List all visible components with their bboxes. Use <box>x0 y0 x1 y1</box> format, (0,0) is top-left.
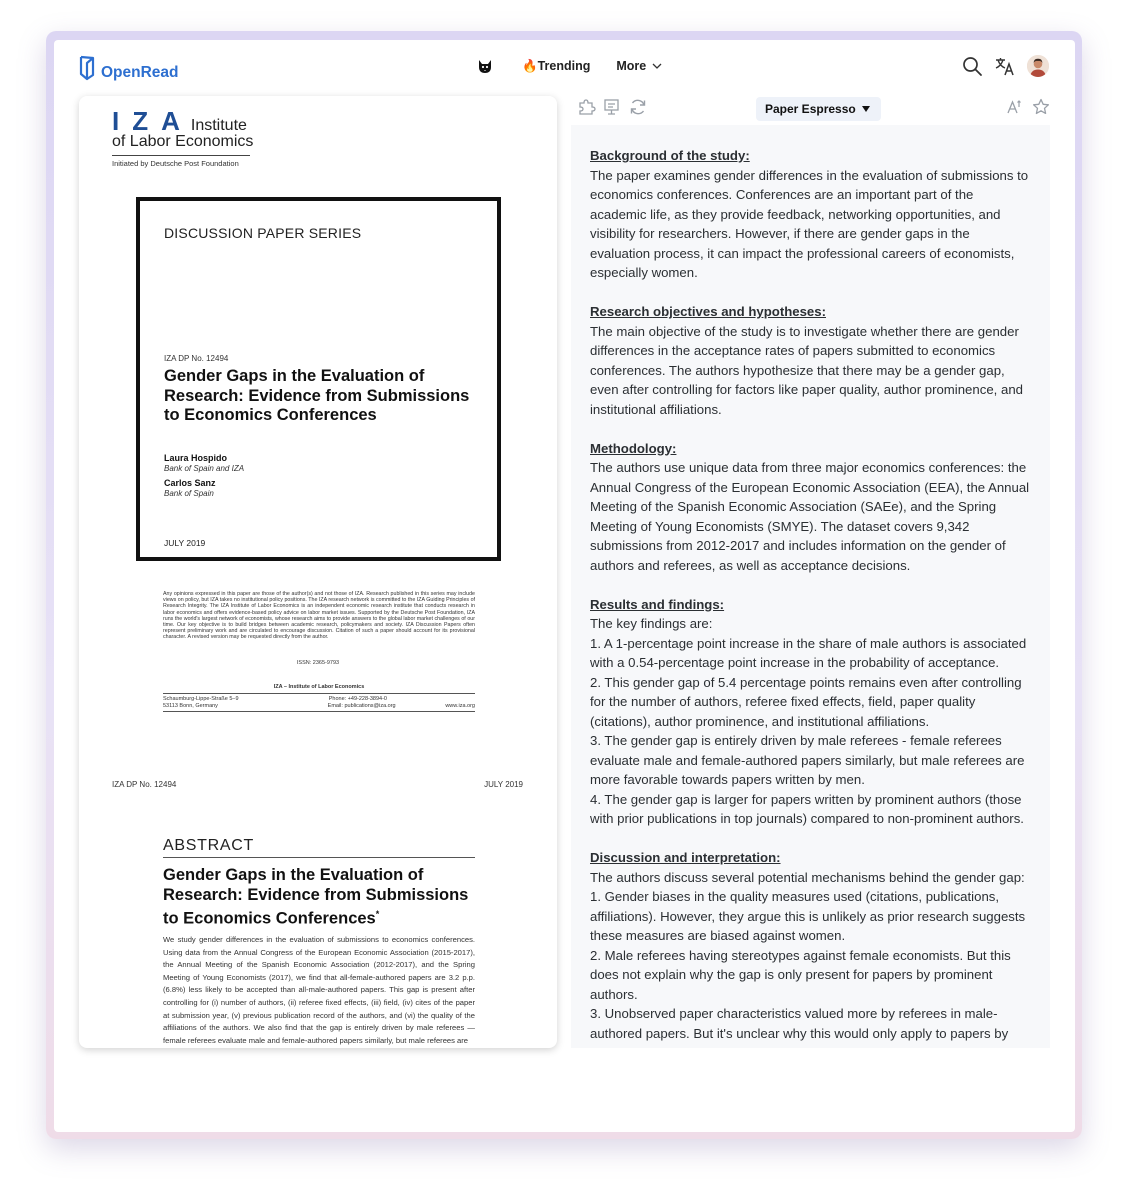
address-street: Schaumburg-Lippe-Straße 5–9 <box>163 696 239 702</box>
address-city: 53113 Bonn, Germany <box>163 702 218 709</box>
section-text: 2. This gender gap of 5.4 percentage points remains even after controlling for the number of authors, referee fixed effects, field, paper quality (citations), author prominence, and institutional affiliations. <box>590 674 1022 729</box>
iza-institute-text: Institute <box>190 117 247 134</box>
section-text: 1. Gender biases in the quality measures used (citations, publications, affiliations). However, they argue this is unlikely as prior research suggests these measures are biased against women. <box>590 889 1026 943</box>
nav-more-label: More <box>616 59 647 73</box>
font-size-icon[interactable] <box>1005 97 1025 117</box>
address-org: IZA – Institute of Labor Economics <box>273 684 365 690</box>
address-rule <box>163 693 475 694</box>
paper-date: JULY 2019 <box>164 538 206 548</box>
author-affiliation: Bank of Spain and IZA <box>164 464 245 473</box>
author-name: Carlos Sanz <box>164 478 216 488</box>
pdf-viewer[interactable] <box>79 96 557 1048</box>
summary-section-objectives <box>590 302 1031 419</box>
summary-panel[interactable] <box>571 125 1050 1048</box>
chevron-down-icon <box>650 61 664 71</box>
iza-logo <box>112 106 253 168</box>
section-text: 3. The gender gap is entirely driven by male referees - female referees evaluate male and female-authored papers similarly, but male referees are more favorable towards papers written by men. <box>590 733 1025 787</box>
app-name: OpenRead <box>101 64 179 81</box>
series-label: DISCUSSION PAPER SERIES <box>164 225 362 241</box>
section-text: The main objective of the study is to investigate whether there are gender differences in the acceptance rates of papers submitted to economics conferences. The authors hypothesize that there may be a gender gap, even after controlling for factors like paper quality, author prominence, and institutional affiliations. <box>590 323 1023 417</box>
summary-section-results <box>590 595 1031 829</box>
page-footer-right: JULY 2019 <box>484 780 523 789</box>
section-heading: Research objectives and hypotheses: <box>590 304 826 319</box>
app-window <box>54 40 1075 1132</box>
cover-box <box>136 197 501 561</box>
disclaimer-text: Any opinions expressed in this paper are those of the author(s) and not those of IZA. Research published in this series may include views on policy, but IZA takes no institutional policy positions. The IZA research network is committed to the IZA Guiding Principles of Research Integrity. The IZA Institute of Labor Economics is an independent economic research institute that conducts research in labor economics and offers evidence-based policy advice on labor market issues. Supported by the Deutsche Post Foundation, IZA runs the world's largest network of economists, whose research aims to provide answers to the global labor market challenges of our time. Our key objective is to build bridges between academic research, policymakers and society. IZA Discussion Papers often represent preliminary work and are circulated to encourage discussion. Citation of such a paper should account for its provisional character. A revised version may be requested directly from the author. <box>163 591 475 641</box>
summary-section-methodology <box>590 439 1031 576</box>
section-text: The authors use unique data from three major economics conferences: the Annual Congress of the European Economic Association (EEA), the Annual Meeting of the Spanish Economic Association (SAEe), and the Spring Meeting of Young Economists (SMYE). The dataset covers 9,342 submissions from 2012-2017 and includes information on the gender of authors and referees, as well as acceptance decisions. <box>590 460 1030 573</box>
author-affiliation: Bank of Spain <box>164 489 214 498</box>
address-web: www.iza.org <box>445 702 475 709</box>
section-text: 3. Unobserved paper characteristics valued more by referees in male-authored papers. But it's unclear why this would only apply to papers by <box>590 1006 1009 1041</box>
abstract-text: We study gender differences in the evaluation of submissions to economics conferences. Using data from the Annual Congress of the European Economic Association (2015-2017), the Annual Meeting of the Spanish Economic Association (2012-2017), and the Spring Meeting of Young Economists (2017), we find that all-female-authored papers are 3.2 p.p. (6.8%) less likely to be accepted than all-male-authored papers. This gap is present after controlling for (i) number of authors, (ii) referee fixed effects, (iii) field, (iv) cites of the paper at submission year, (v) previous publication record of the authors, and (vi) the quality of the affiliations of the authors. We also find that the gap is entirely driven by male referees — female referees evaluate male and female-authored papers similarly, but male referees are <box>163 935 475 1045</box>
issn-text: ISSN: 2365-9793 <box>296 660 340 666</box>
summary-section-discussion <box>590 848 1031 1043</box>
user-avatar-icon <box>1027 55 1049 77</box>
slides-icon[interactable] <box>602 97 622 117</box>
star-icon[interactable] <box>1031 97 1051 117</box>
footnote-mark: * <box>375 909 380 919</box>
address-block <box>163 684 475 714</box>
address-email: Email: publications@iza.org <box>327 702 396 709</box>
section-text: The paper examines gender differences in the evaluation of submissions to economics conferences. Conferences are an important part of the academic life, as they provide feedback, networking opportunities, and visibility for researchers. However, if there are gender gaps in the evaluation process, it can impact the professional careers of economists, especially women. <box>590 167 1029 280</box>
top-right-actions <box>950 55 1049 77</box>
section-heading: Background of the study: <box>590 148 750 163</box>
search-icon[interactable] <box>961 55 983 77</box>
nav-trending[interactable]: 🔥Trending <box>522 58 591 73</box>
summary-mode-label: Paper Espresso <box>765 102 856 116</box>
page-footer-left: IZA DP No. 12494 <box>112 780 177 789</box>
abstract-title <box>163 866 475 929</box>
iza-initiated-text: Initiated by Deutsche Post Foundation <box>112 159 239 168</box>
abstract-title-text: Gender Gaps in the Evaluation of Research: Evidence from Submissions to Economics Conferences <box>163 866 469 928</box>
mascot-icon[interactable] <box>476 57 494 75</box>
section-text: 2. Male referees having stereotypes against female economists. But this does not explain why the gap is only present for papers by prominent authors. <box>590 947 1011 1002</box>
iza-labor-text: of Labor Economics <box>112 133 254 150</box>
user-avatar[interactable] <box>1027 55 1049 77</box>
section-heading: Results and findings: <box>590 596 725 612</box>
puzzle-icon[interactable] <box>576 97 596 117</box>
section-heading: Discussion and interpretation: <box>590 850 781 865</box>
summary-mode-dropdown[interactable] <box>756 97 881 121</box>
abstract-heading: ABSTRACT <box>163 837 475 858</box>
openread-logo-icon <box>78 55 98 81</box>
section-text: The authors discuss several potential mechanisms behind the gender gap: <box>590 869 1025 885</box>
caret-down-icon <box>860 104 872 114</box>
address-rule <box>163 711 475 712</box>
summary-toolbar-right <box>999 97 1051 117</box>
iza-mark: IZA <box>112 106 193 136</box>
section-text: 4. The gender gap is larger for papers written by prominent authors (those with prior publications in top journals) compared to non-prominent authors. <box>590 791 1024 826</box>
address-phone: Phone: +49-228-3894-0 <box>328 696 387 702</box>
author-name: Laura Hospido <box>164 453 228 463</box>
iza-rule <box>112 155 250 156</box>
dp-number: IZA DP No. 12494 <box>164 354 229 363</box>
summary-toolbar <box>576 97 654 117</box>
top-nav <box>476 57 664 75</box>
section-text: 1. A 1-percentage point increase in the share of male authors is associated with a 0.54-percentage point increase in the probability of acceptance. <box>590 635 1027 670</box>
summary-section-background <box>590 146 1031 283</box>
translate-icon[interactable] <box>994 55 1016 77</box>
section-heading: Methodology: <box>590 440 677 456</box>
nav-more[interactable] <box>616 59 664 73</box>
refresh-icon[interactable] <box>628 97 648 117</box>
paper-title: Gender Gaps in the Evaluation of Research: Evidence from Submissions to Economics Conferences <box>164 367 470 424</box>
section-text: The key findings are: <box>590 616 713 631</box>
openread-logo[interactable] <box>78 54 179 82</box>
